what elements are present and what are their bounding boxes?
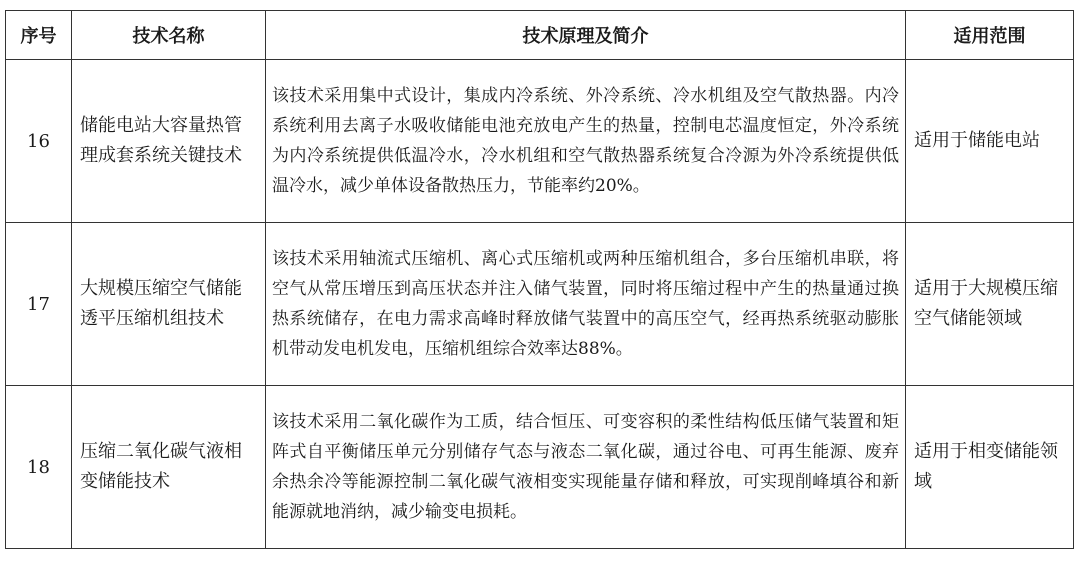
technology-table-container bbox=[5, 10, 1074, 549]
table-row bbox=[6, 60, 1074, 223]
row-scope: 适用于大规模压缩空气储能领域 bbox=[906, 223, 1074, 386]
header-principle: 技术原理及简介 bbox=[266, 11, 906, 60]
row-scope: 适用于相变储能领域 bbox=[906, 386, 1074, 549]
technology-table bbox=[5, 10, 1074, 549]
header-index: 序号 bbox=[6, 11, 72, 60]
row-principle: 该技术采用二氧化碳作为工质，结合恒压、可变容积的柔性结构低压储气装置和矩阵式自平衡储压单元分别储存气态与液态二氧化碳，通过谷电、可再生能源、废弃余热余冷等能源控制二氧化碳气液相变实现能量存储和释放，可实现削峰填谷和新能源就地消纳，减少输变电损耗。 bbox=[266, 386, 906, 549]
row-index: 18 bbox=[6, 386, 72, 549]
header-name: 技术名称 bbox=[72, 11, 266, 60]
row-principle: 该技术采用轴流式压缩机、离心式压缩机或两种压缩机组合，多台压缩机串联，将空气从常压增压到高压状态并注入储气装置，同时将压缩过程中产生的热量通过换热系统储存，在电力需求高峰时释放储气装置中的高压空气，经再热系统驱动膨胀机带动发电机发电，压缩机组综合效率达88%。 bbox=[266, 223, 906, 386]
table-row bbox=[6, 386, 1074, 549]
header-scope: 适用范围 bbox=[906, 11, 1074, 60]
row-index: 17 bbox=[6, 223, 72, 386]
row-principle: 该技术采用集中式设计，集成内冷系统、外冷系统、冷水机组及空气散热器。内冷系统利用去离子水吸收储能电池充放电产生的热量，控制电芯温度恒定，外冷系统为内冷系统提供低温冷水，冷水机组和空气散热器系统复合冷源为外冷系统提供低温冷水，减少单体设备散热压力，节能率约20%。 bbox=[266, 60, 906, 223]
table-header-row bbox=[6, 11, 1074, 60]
row-name: 压缩二氧化碳气液相变储能技术 bbox=[72, 386, 266, 549]
row-index: 16 bbox=[6, 60, 72, 223]
row-name: 储能电站大容量热管理成套系统关键技术 bbox=[72, 60, 266, 223]
row-scope: 适用于储能电站 bbox=[906, 60, 1074, 223]
row-name: 大规模压缩空气储能透平压缩机组技术 bbox=[72, 223, 266, 386]
table-row bbox=[6, 223, 1074, 386]
